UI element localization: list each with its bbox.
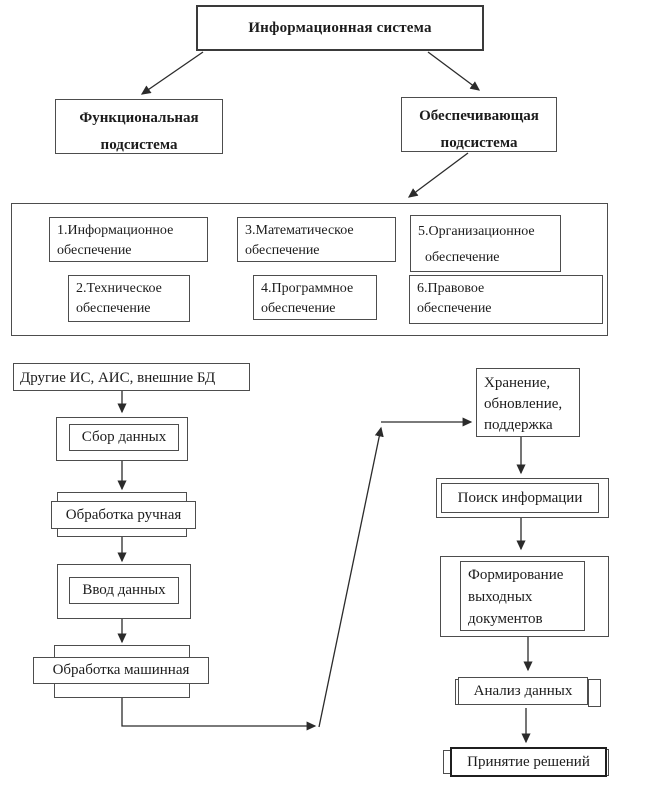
arrow-root-to-providing <box>428 52 479 90</box>
subsystem-1-line1: 1.Информационное <box>57 223 174 238</box>
box-external-sources <box>13 363 250 391</box>
machine-processing-label: Обработка машинная <box>52 662 190 679</box>
manual-processing-label: Обработка ручная <box>65 506 182 523</box>
box-output-documents <box>460 561 585 631</box>
box-data-input <box>69 577 179 604</box>
output-documents-line1: Формирование <box>468 567 564 583</box>
subsystem-2-line2: обеспечение <box>76 301 151 316</box>
box-subsystem-1-information <box>49 217 208 262</box>
arrow-diagonal-up <box>319 428 381 727</box>
output-documents-line2: выходных <box>468 589 533 605</box>
box-information-system <box>196 5 484 51</box>
data-input-label: Ввод данных <box>82 582 166 599</box>
box-manual-processing <box>51 501 196 529</box>
box-subsystem-4-software <box>253 275 377 320</box>
storage-line1: Хранение, <box>484 375 551 391</box>
box-analysis-right-tab <box>588 679 601 707</box>
box-data-analysis <box>458 677 588 705</box>
information-system-label: Информационная система <box>248 19 432 36</box>
providing-subsystem-line1: Обеспечивающая <box>419 108 539 124</box>
subsystem-5-line1: 5.Организационное <box>418 224 535 239</box>
box-subsystem-6-legal <box>409 275 603 324</box>
subsystem-5-line2: обеспечение <box>425 250 500 265</box>
box-information-search <box>441 483 599 513</box>
box-subsystem-2-technical <box>68 275 190 322</box>
arrow-root-to-functional <box>142 52 203 94</box>
subsystem-3-line1: 3.Математическое <box>245 223 354 238</box>
output-documents-line3: документов <box>468 611 543 627</box>
arrow-providing-to-container <box>409 153 468 197</box>
box-providing-subsystem <box>401 97 557 152</box>
box-subsystem-3-mathematical <box>237 217 396 262</box>
collect-data-label: Сбор данных <box>81 429 167 446</box>
subsystem-6-line2: обеспечение <box>417 301 492 316</box>
subsystem-3-line2: обеспечение <box>245 243 320 258</box>
subsystem-1-line2: обеспечение <box>57 243 132 258</box>
storage-line3: поддержка <box>484 417 553 433</box>
box-collect-data <box>69 424 179 451</box>
functional-subsystem-line1: Функциональная <box>79 110 199 126</box>
subsystem-4-line2: обеспечение <box>261 301 336 316</box>
box-decision-making <box>450 747 607 777</box>
functional-subsystem-line2: подсистема <box>100 137 178 153</box>
decision-making-label: Принятие решений <box>467 753 590 770</box>
box-functional-subsystem <box>55 99 223 154</box>
information-search-label: Поиск информации <box>457 489 583 506</box>
external-sources-label: Другие ИС, АИС, внешние БД <box>20 370 216 386</box>
subsystem-2-line1: 2.Техническое <box>76 281 162 296</box>
box-storage-update-support <box>476 368 580 437</box>
arrow-machine-elbow <box>122 698 315 726</box>
storage-line2: обновление, <box>484 396 563 412</box>
box-subsystem-5-organizational <box>410 215 561 272</box>
subsystem-4-line1: 4.Программное <box>261 281 354 296</box>
subsystem-6-line1: 6.Правовое <box>417 281 485 296</box>
data-analysis-label: Анализ данных <box>473 682 573 699</box>
providing-subsystem-line2: подсистема <box>440 135 518 151</box>
box-machine-processing <box>33 657 209 684</box>
